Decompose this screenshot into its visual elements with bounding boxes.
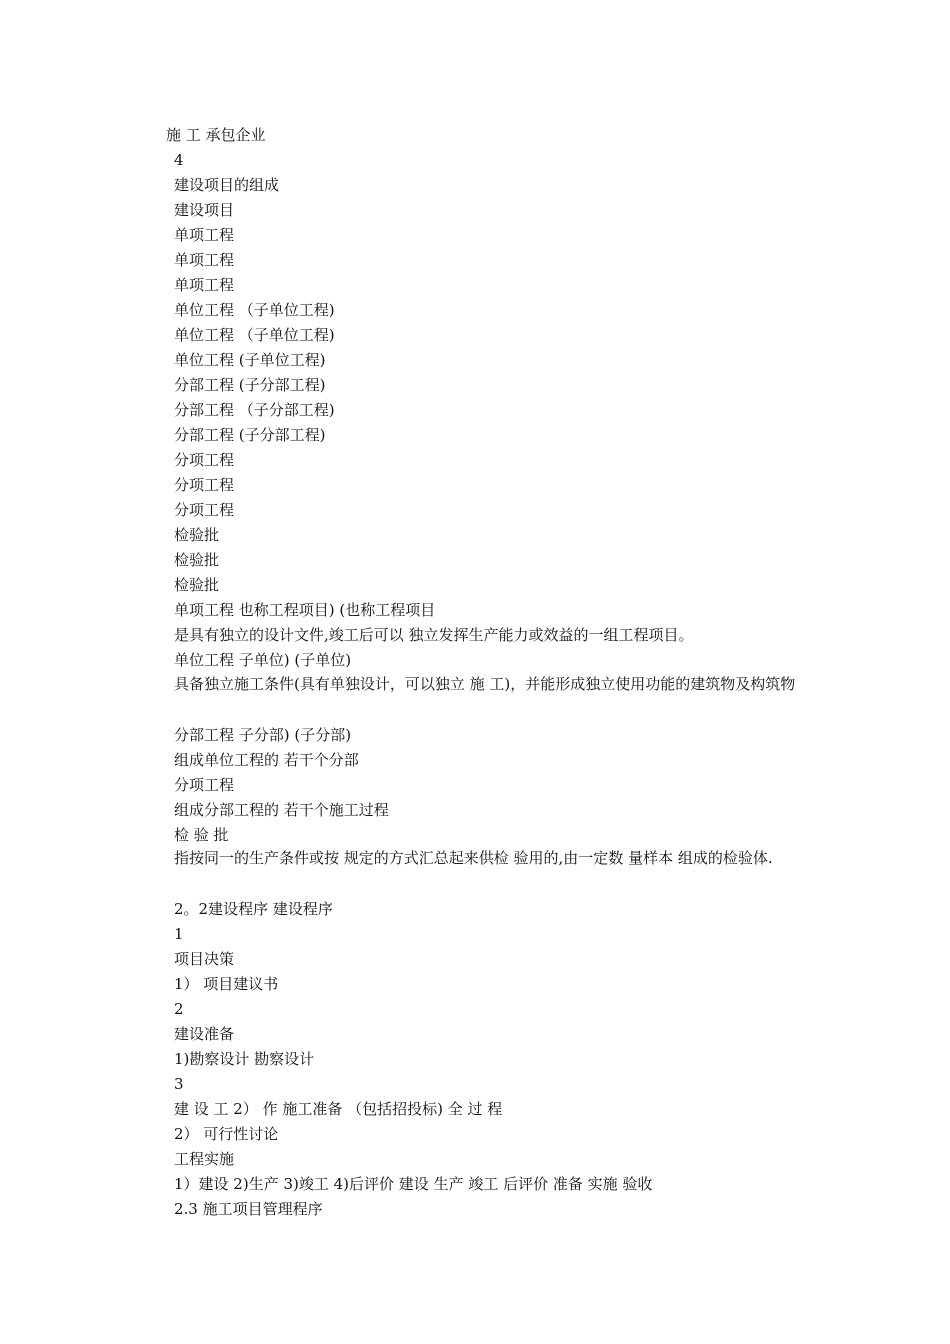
text-line: 2。2建设程序 建设程序 [174, 900, 333, 918]
text-line: 检验批 [174, 576, 220, 594]
text-line: 分部工程 (子分部工程) [174, 426, 326, 444]
text-line: 1 [174, 925, 184, 943]
text-line: 单项工程 也称工程项目) (也称工程项目 [174, 601, 436, 619]
text-line: 检验批 [174, 526, 220, 544]
text-line: 单位工程 （子单位工程) [174, 326, 335, 344]
text-line: 建 设 工 2） 作 施工准备 （包括招投标) 全 过 程 [174, 1100, 503, 1118]
text-line: 单项工程 [174, 226, 235, 244]
text-line: 建设准备 [174, 1025, 235, 1043]
text-line: 4 [174, 151, 184, 169]
text-line: 检 验 批 [174, 826, 229, 844]
text-line: 建设项目 [174, 201, 235, 219]
text-line: 组成单位工程的 若干个分部 [174, 751, 359, 769]
text-line: 2 [174, 1000, 184, 1018]
text-line: 项目决策 [174, 950, 235, 968]
text-line: 1)勘察设计 勘察设计 [174, 1050, 315, 1068]
text-line: 1） 项目建议书 [174, 975, 279, 993]
text-line: 分项工程 [174, 501, 235, 519]
text-line: 单位工程 (子单位工程) [174, 351, 326, 369]
text-line: 单项工程 [174, 251, 235, 269]
text-paragraph: 指按同一的生产条件或按 规定的方式汇总起来供检 验用的,由一定数 量样本 组成的检验体. [174, 849, 773, 867]
text-line: 单项工程 [174, 276, 235, 294]
text-line: 是具有独立的设计文件,竣工后可以 独立发挥生产能力或效益的一组工程项目。 [174, 626, 694, 644]
text-line: 分部工程 （子分部工程) [174, 401, 335, 419]
text-line: 单位工程 子单位) (子单位) [174, 651, 352, 669]
text-line: 分项工程 [174, 776, 235, 794]
text-line: 单位工程 （子单位工程) [174, 301, 335, 319]
text-line: 建设项目的组成 [174, 176, 280, 194]
text-line: 分部工程 (子分部工程) [174, 376, 326, 394]
text-line: 检验批 [174, 551, 220, 569]
text-line: 施 工 承包企业 [166, 126, 266, 144]
text-line: 组成分部工程的 若干个施工过程 [174, 801, 389, 819]
text-line: 分部工程 子分部) (子分部) [174, 726, 352, 744]
text-paragraph: 具备独立施工条件(具有单独设计，可以独立 施 工)，并能形成独立使用功能的建筑物及构筑物 [174, 675, 796, 693]
text-line: 2） 可行性讨论 [174, 1125, 279, 1143]
text-line: 工程实施 [174, 1150, 235, 1168]
text-line: 1）建设 2)生产 3)竣工 4)后评价 建设 生产 竣工 后评价 准备 实施 验收 [174, 1175, 653, 1193]
text-line: 3 [174, 1075, 184, 1093]
text-line: 2.3 施工项目管理程序 [174, 1200, 323, 1218]
text-line: 分项工程 [174, 451, 235, 469]
text-line: 分项工程 [174, 476, 235, 494]
